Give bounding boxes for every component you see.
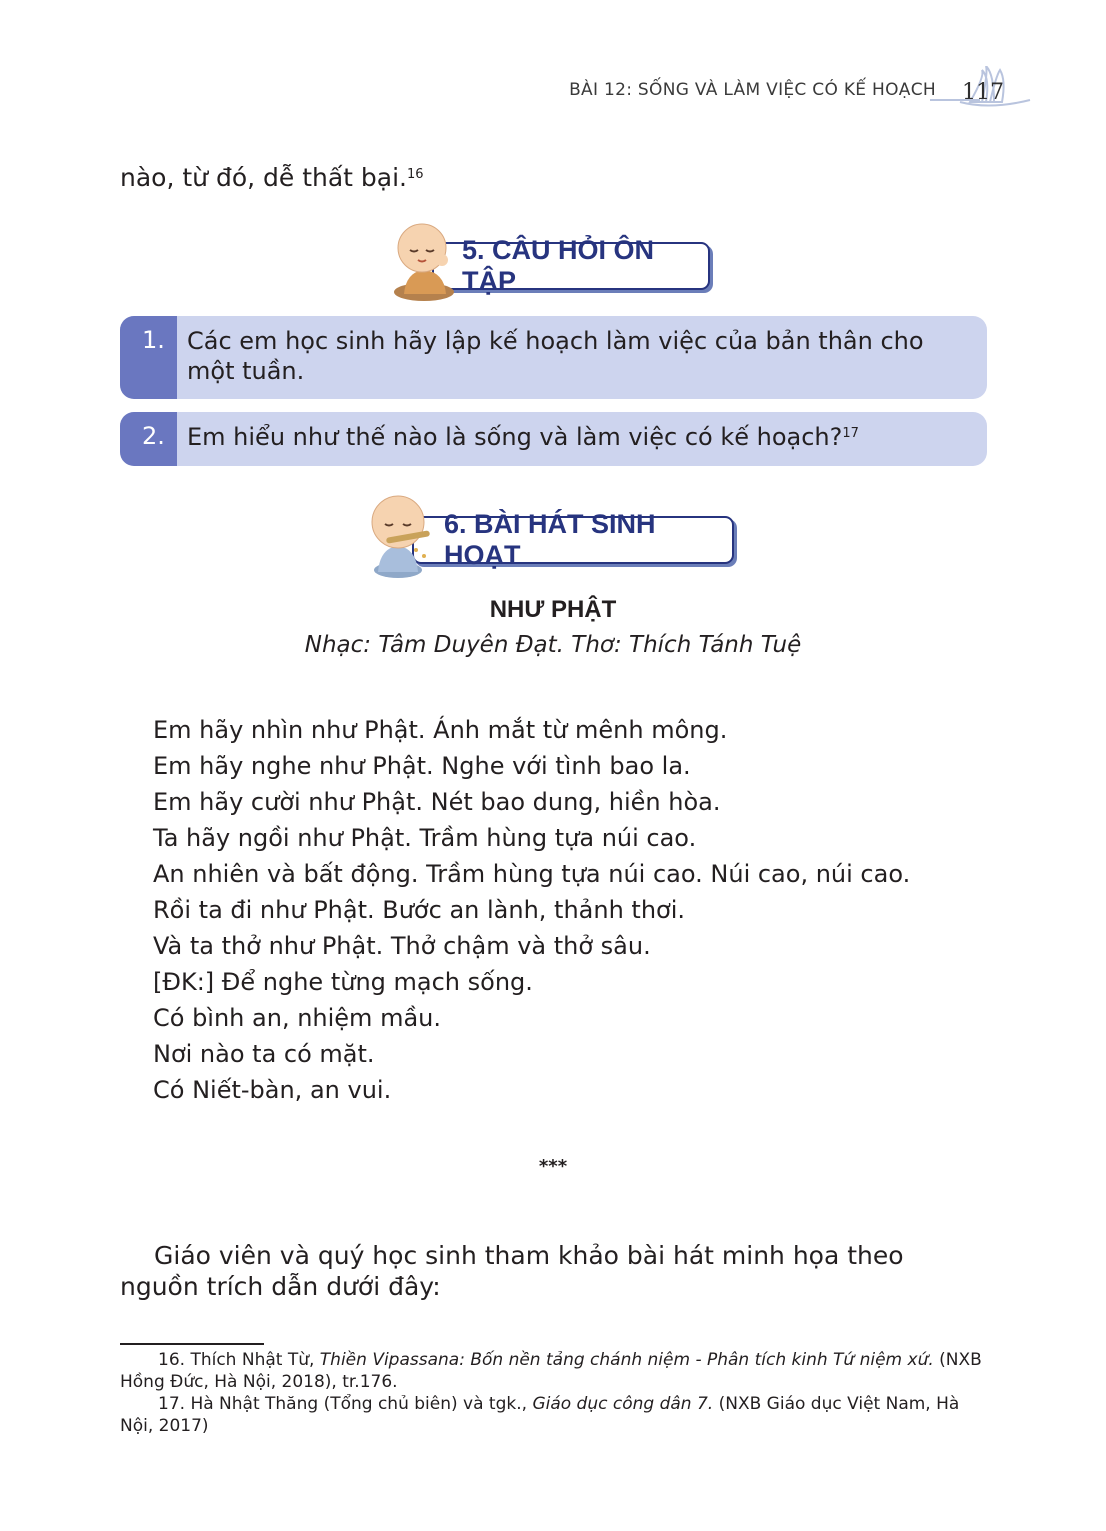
section6-title-box: [412, 509, 734, 570]
lyric-line: Ta hãy ngồi như Phật. Trầm hùng tựa núi cao.: [153, 824, 697, 852]
section5-title-box: [432, 235, 710, 296]
section5-heading: [392, 220, 722, 302]
monk-flute-icon: [368, 492, 438, 580]
lyric-line: Em hãy cười như Phật. Nét bao dung, hiền hòa.: [153, 788, 721, 816]
intro-text: nào, từ đó, dễ thất bại.$^{16}$: [120, 163, 424, 192]
song-credit: Nhạc: Tâm Duyên Đạt. Thơ: Thích Tánh Tuệ: [304, 632, 802, 658]
chapter-header-title: BÀI 12: SỐNG VÀ LÀM VIỆC CÓ KẾ HOẠCH: [569, 80, 936, 100]
lyric-line: Có Niết-bàn, an vui.: [153, 1076, 392, 1104]
page-number: 117: [962, 80, 1004, 105]
lyric-line: Nơi nào ta có mặt.: [153, 1040, 375, 1068]
question-text: Các em học sinh hãy lập kế hoạch làm việc của bản thân cho một tuần.: [187, 327, 924, 385]
section-separator: ***: [538, 1156, 568, 1177]
question-number: 2.: [120, 412, 177, 466]
lyric-line: Rồi ta đi như Phật. Bước an lành, thảnh thơi.: [153, 896, 686, 924]
section5-title: 5. CÂU HỎI ÔN TẬP: [462, 235, 655, 296]
question-row: [120, 316, 987, 399]
lyric-line: Em hãy nhìn như Phật. Ánh mắt từ mênh mông.: [153, 716, 728, 744]
question-number: 1.: [120, 316, 177, 399]
song-title: NHƯ PHẬT: [489, 596, 617, 623]
monk-reading-icon: [392, 220, 462, 302]
lyric-line: Em hãy nghe như Phật. Nghe với tình bao la.: [153, 752, 691, 780]
footnote: 17. Hà Nhật Thăng (Tổng chủ biên) và tgk., Giáo dục công dân 7. (NXB Giáo dục Việt Nam, Hà Nội, 2017): [120, 1394, 960, 1436]
section6-title: 6. BÀI HÁT SINH HOẠT: [444, 509, 656, 570]
lyric-line: An nhiên và bất động. Trầm hùng tựa núi cao. Núi cao, núi cao.: [153, 860, 911, 888]
lyric-line: Và ta thở như Phật. Thở chậm và thở sâu.: [153, 932, 651, 960]
lyric-line: Có bình an, nhiệm mầu.: [153, 1004, 441, 1032]
question-row: [120, 412, 987, 466]
footnote-ref: 16: [407, 167, 424, 182]
section6-heading: [368, 492, 740, 582]
footnote-ref: 17: [842, 426, 859, 441]
footnote: 16. Thích Nhật Từ, Thiền Vipassana: Bốn nền tảng chánh niệm - Phân tích kinh Tứ niệm xứ. (NXB Hồng Đức, Hà Nội, 2018), tr.176.: [120, 1350, 982, 1392]
footnote-divider: [120, 1343, 264, 1345]
lyric-line: [ĐK:] Để nghe từng mạch sống.: [153, 968, 533, 996]
closing-paragraph: Giáo viên và quý học sinh tham khảo bài hát minh họa theo nguồn trích dẫn dưới đây:: [120, 1241, 904, 1301]
question-text: Em hiểu như thế nào là sống và làm việc có kế hoạch?$^{17}$: [187, 423, 859, 451]
